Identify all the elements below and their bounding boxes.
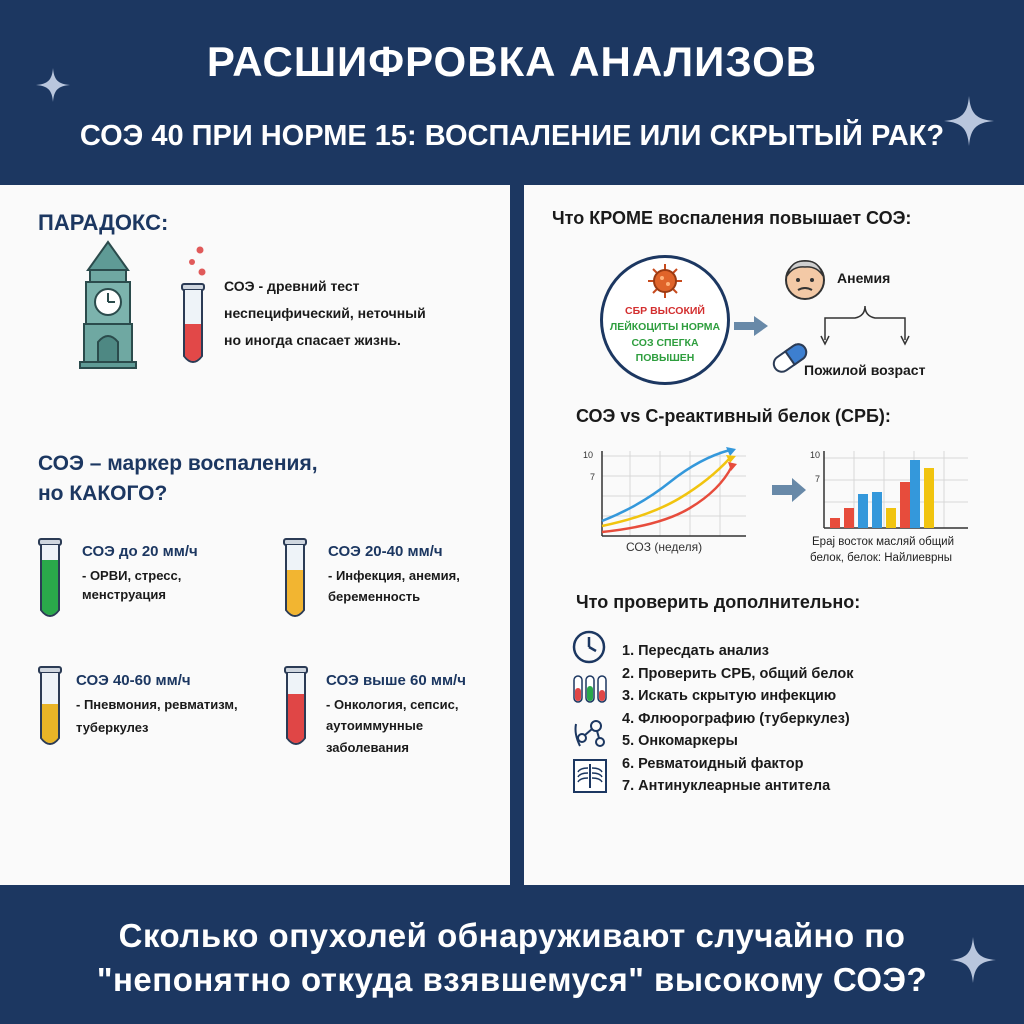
tube-4-desc-line-2: аутоиммунные bbox=[326, 718, 424, 733]
molecule-icon bbox=[572, 716, 608, 752]
tube-1-label: СОЭ до 20 мм/ч bbox=[82, 543, 198, 560]
tube-3-desc-line-2: туберкулез bbox=[76, 720, 149, 735]
check-item-6: 6. Ревматоидный фактор bbox=[622, 755, 804, 772]
line-chart-ytick-10: 10 bbox=[583, 450, 594, 460]
marker-heading-line-2: но КАКОГО? bbox=[38, 482, 168, 505]
bar-chart-ytick-7: 7 bbox=[815, 474, 821, 484]
check-heading: Что проверить дополнительно: bbox=[576, 592, 861, 612]
branch-arrows-icon bbox=[815, 306, 915, 346]
badge-line-2: ЛЕЙКОЦИТЫ НОРМА bbox=[609, 321, 721, 333]
tube-2-label: СОЭ 20-40 мм/ч bbox=[328, 543, 443, 560]
tube-3-desc-line-1: - Пневмония, ревматизм, bbox=[76, 697, 238, 712]
line-chart-xlabel: СОЗ (неделя) bbox=[626, 540, 703, 554]
test-tube-red-icon bbox=[282, 666, 310, 750]
elderly-label: Пожилой возраст bbox=[804, 362, 926, 378]
test-tube-green-icon bbox=[36, 538, 64, 622]
clock-icon bbox=[572, 630, 606, 664]
marker-heading-line-1: СОЭ – маркер воспаления, bbox=[38, 452, 318, 475]
check-list bbox=[622, 640, 854, 798]
check-item-5: 5. Онкомаркеры bbox=[622, 733, 738, 749]
header-banner bbox=[0, 0, 1024, 185]
bar-chart-caption-2: белок, белок: Найлиеврны bbox=[810, 552, 953, 564]
tube-1-desc-line-2: менструация bbox=[82, 587, 166, 602]
footer-question-line-2: "непонятно откуда взявшемуся" высокому СОЭ? bbox=[96, 961, 928, 998]
paradox-line-2: неспецифический, неточный bbox=[224, 305, 426, 321]
clock-tower-icon bbox=[78, 240, 138, 370]
paradox-heading: ПАРАДОКС: bbox=[38, 210, 169, 235]
arrow-right-icon bbox=[772, 478, 806, 502]
line-chart-ytick-7: 7 bbox=[590, 472, 596, 482]
tube-4-desc-line-3: заболевания bbox=[326, 740, 409, 755]
tube-2-desc-line-1: - Инфекция, анемия, bbox=[328, 568, 460, 583]
sparkle-icon bbox=[950, 937, 996, 983]
anemia-label: Анемия bbox=[837, 270, 891, 286]
check-item-4: 4. Флюорографию (туберкулез) bbox=[622, 710, 850, 727]
paradox-line-1: СОЭ - древний тест bbox=[224, 278, 360, 294]
check-item-1: 1. Пересдать анализ bbox=[622, 643, 769, 659]
xray-icon bbox=[572, 758, 608, 794]
footer-banner bbox=[0, 885, 1024, 1024]
check-item-2: 2. Проверить СРБ, общий белок bbox=[622, 665, 854, 682]
sparkle-icon bbox=[944, 96, 994, 146]
check-item-7: 7. Антинуклеарные антитела bbox=[622, 778, 831, 794]
test-tubes-icon bbox=[572, 674, 608, 706]
tube-4-desc-line-1: - Онкология, сепсис, bbox=[326, 697, 459, 712]
tube-4-label: СОЭ выше 60 мм/ч bbox=[326, 672, 466, 689]
tube-3-label: СОЭ 40-60 мм/ч bbox=[76, 672, 191, 689]
arrow-right-icon bbox=[734, 316, 768, 336]
elderly-person-icon bbox=[783, 258, 827, 302]
page-subtitle: СОЭ 40 ПРИ НОРМЕ 15: ВОСПАЛЕНИЕ ИЛИ СКРЫТЫЙ РАК? bbox=[79, 120, 945, 152]
paradox-line-3: но иногда спасает жизнь. bbox=[224, 332, 401, 348]
page-title: РАСШИФРОВКА АНАЛИЗОВ bbox=[206, 38, 818, 85]
check-item-3: 3. Искать скрытую инфекцию bbox=[622, 688, 837, 704]
bar-chart-caption-1: Ерај восток масляй общий bbox=[812, 536, 954, 548]
tube-2-desc-line-2: беременность bbox=[328, 589, 421, 604]
badge-line-3: СОЗ СПЕГКА bbox=[631, 337, 699, 349]
test-tube-icon bbox=[176, 244, 212, 370]
compare-heading: СОЭ vs С-реактивный белок (СРБ): bbox=[576, 406, 891, 426]
badge-line-4: ПОВЫШЕН bbox=[635, 352, 695, 364]
crp-bar-chart bbox=[808, 446, 972, 532]
besides-heading: Что КРОМЕ воспаления повышает СОЭ: bbox=[552, 208, 912, 228]
sparkle-icon bbox=[36, 68, 70, 102]
footer-question-line-1: Сколько опухолей обнаруживают случайно по bbox=[118, 917, 906, 954]
tube-1-desc-line-1: - ОРВИ, стресс, bbox=[82, 568, 182, 583]
bar-chart-ytick-10: 10 bbox=[810, 450, 821, 460]
virus-icon bbox=[646, 262, 684, 300]
test-tube-yellow-icon bbox=[281, 538, 309, 622]
badge-line-1: СБР ВЫСОКИЙ bbox=[625, 305, 705, 317]
test-tube-amber-icon bbox=[36, 666, 64, 750]
